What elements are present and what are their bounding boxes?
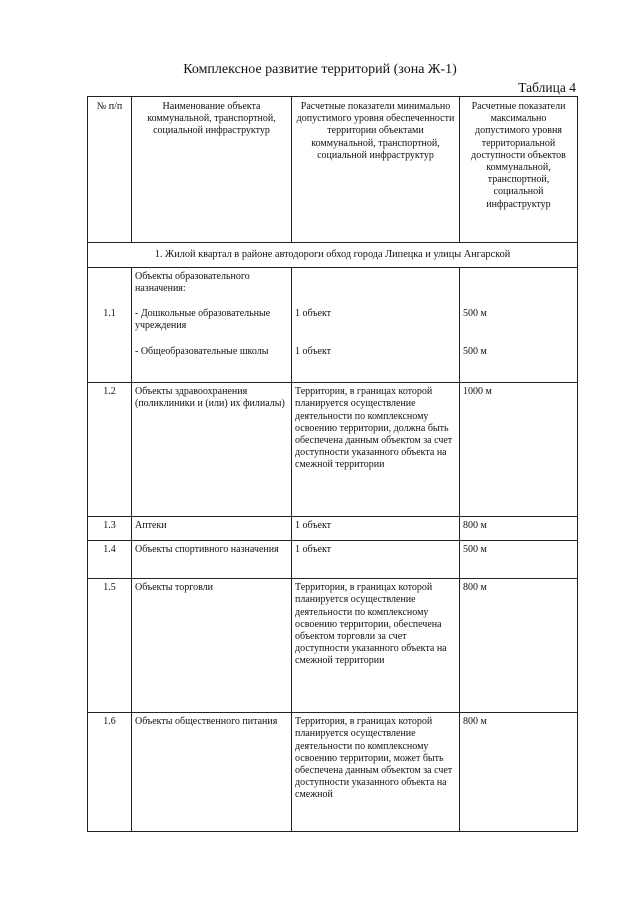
- section-row: [88, 243, 578, 268]
- row-object-name: Объекты торговли: [132, 579, 292, 713]
- row-object-name: [132, 268, 292, 383]
- header-max-accessibility: Расчетные показатели максимально допустимого уровня территориальной доступности объектов коммунальной, транспортной, социальной инфраструктур: [460, 97, 578, 243]
- table-row: [88, 713, 578, 832]
- document-title: Комплексное развитие территорий (зона Ж-1): [183, 62, 457, 77]
- item-max: 500 м: [463, 308, 487, 320]
- row-min-level: [292, 268, 460, 383]
- table-row: [88, 517, 578, 541]
- table-number: Таблица 4: [518, 80, 576, 95]
- table-header-row: [88, 97, 578, 243]
- table-row: [88, 383, 578, 517]
- header-object-name: Наименование объекта коммунальной, транспортной, социальной инфраструктур: [132, 97, 292, 243]
- row-min-level: 1 объект: [292, 541, 460, 579]
- row-min-level: Территория, в границах которой планируется осуществление деятельности по комплексному освоению территории, обеспечена объектом торговли за счет доступности указанного объекта на смежной территории: [292, 579, 460, 713]
- header-number: № п/п: [88, 97, 132, 243]
- row-max-accessibility: 800 м: [460, 579, 578, 713]
- row-object-name: Объекты общественного питания: [132, 713, 292, 832]
- row-max-accessibility: 800 м: [460, 517, 578, 541]
- table-row: [88, 541, 578, 579]
- row-max-accessibility: [460, 268, 578, 383]
- item-name: - Общеобразовательные школы: [135, 346, 269, 358]
- infrastructure-table: [87, 96, 578, 832]
- row-object-name: Объекты спортивного назначения: [132, 541, 292, 579]
- section-title: 1. Жилой квартал в районе автодороги обход города Липецка и улицы Ангарской: [88, 243, 578, 268]
- table-row: [88, 268, 578, 383]
- row-number: 1.5: [88, 579, 132, 713]
- row-max-accessibility: 500 м: [460, 541, 578, 579]
- row-max-accessibility: 800 м: [460, 713, 578, 832]
- row-number: 1.4: [88, 541, 132, 579]
- row-number: [88, 268, 132, 383]
- group-label: Объекты образовательного назначения:: [135, 271, 250, 295]
- row-number: 1.3: [88, 517, 132, 541]
- row-min-level: Территория, в границах которой планируется осуществление деятельности по комплексному освоению территории, должна быть обеспечена данным объектом за счет доступности указанного объекта на смежной территории: [292, 383, 460, 517]
- item-min: 1 объект: [295, 308, 332, 320]
- row-number: 1.6: [88, 713, 132, 832]
- header-min-level: Расчетные показатели минимально допустимого уровня обеспеченности территории объектами коммунальной, транспортной, социальной инфраструктур: [292, 97, 460, 243]
- item-max: 500 м: [463, 346, 487, 358]
- row-number: 1.2: [88, 383, 132, 517]
- row-object-name: Объекты здравоохранения (поликлиники и (или) их филиалы): [132, 383, 292, 517]
- row-min-level: 1 объект: [292, 517, 460, 541]
- item-min: 1 объект: [295, 346, 332, 358]
- row-object-name: Аптеки: [132, 517, 292, 541]
- table-row: [88, 579, 578, 713]
- row-min-level: Территория, в границах которой планируется осуществление деятельности по комплексному освоению территории, может быть обеспечена данным объектом за счет доступности указанного объекта на смежной: [292, 713, 460, 832]
- row-max-accessibility: 1000 м: [460, 383, 578, 517]
- row-number-text: 1.1: [103, 308, 116, 320]
- item-name: - Дошкольные образовательные учреждения: [135, 307, 271, 331]
